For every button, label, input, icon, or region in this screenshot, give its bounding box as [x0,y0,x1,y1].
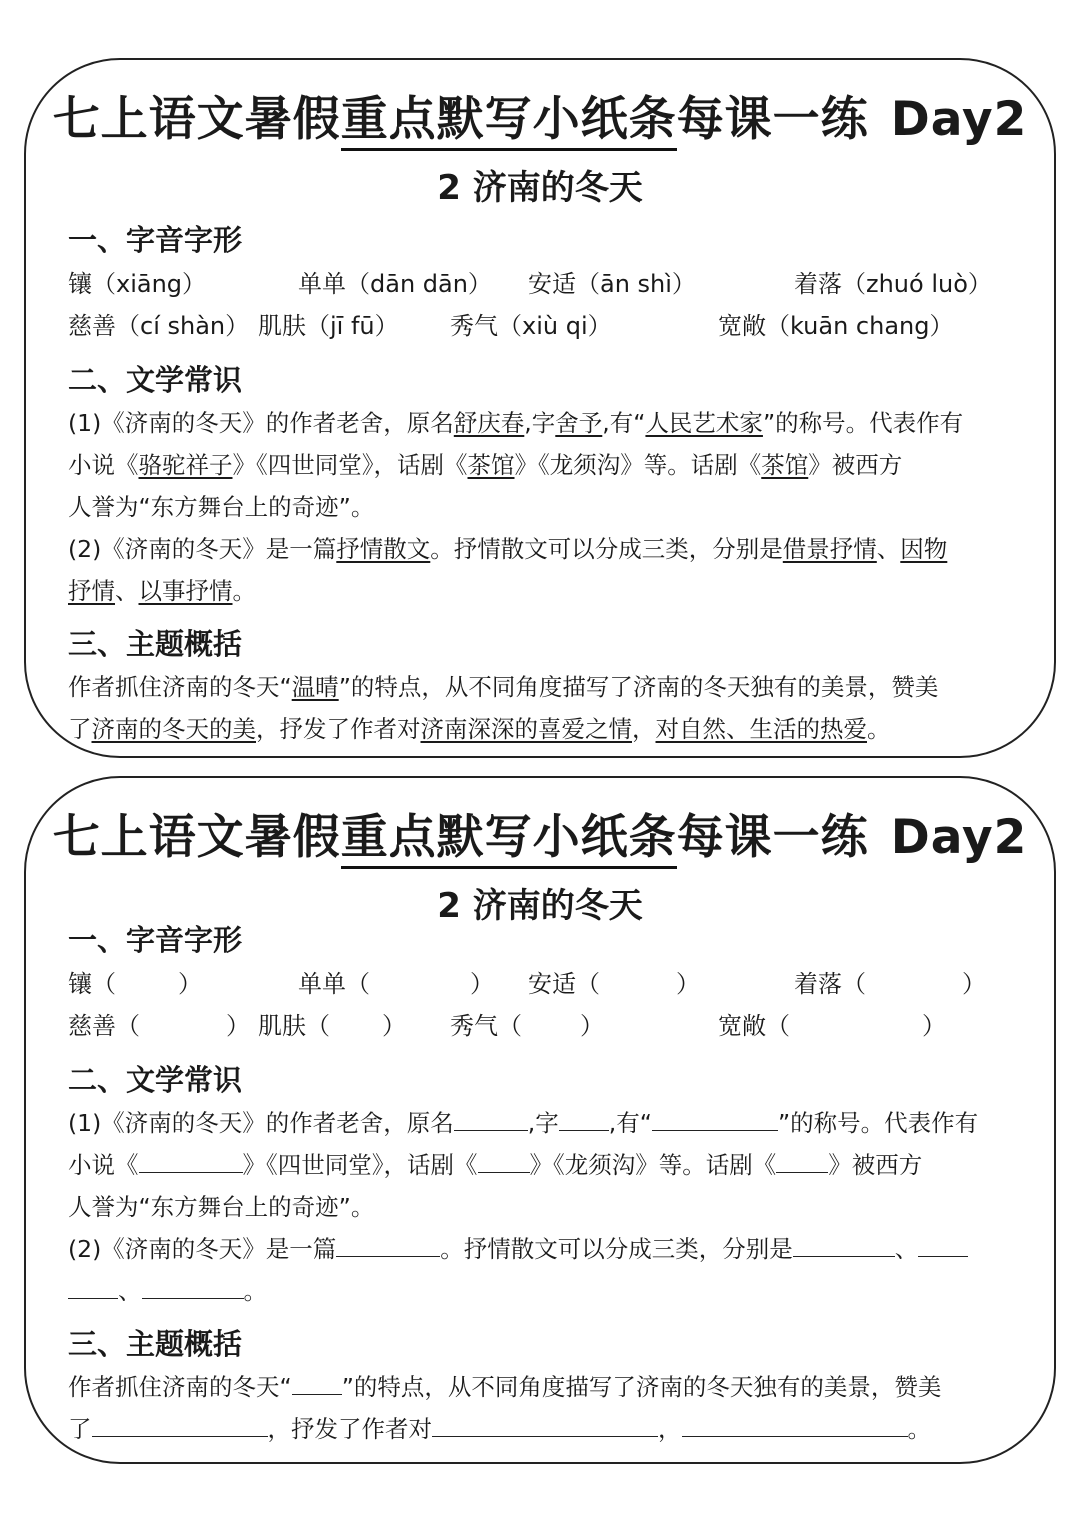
text: 着落（ [794,970,866,998]
answer: 抒情 [68,577,115,605]
text: 。 [243,1277,267,1305]
lesson-subtitle: 2 济南的冬天 [437,168,643,208]
answer-blank[interactable] [478,1150,530,1173]
answer-blank[interactable] [432,1414,658,1437]
text: 、 [115,577,139,605]
answer: 舍予 [555,409,603,437]
text: ） [922,1012,946,1040]
text: (2)《济南的冬天》是一篇 [68,1235,337,1263]
answer-blank[interactable] [142,1276,244,1299]
answer-blank[interactable] [454,1108,528,1131]
paragraph-line: 人誉为“东方舞台上的奇迹”。 [68,493,375,521]
answer: 舒庆春 [453,409,525,437]
answer: 茶馆 [467,451,515,479]
word-item: 安适（ān shì） [528,270,696,298]
text: 》被西方 [808,451,903,479]
lesson-subtitle: 2 济南的冬天 [437,886,643,926]
title-underlined: 重点默写小纸条 [341,92,677,151]
text: 宽敞（ [718,1012,790,1040]
word-item [258,1006,406,1041]
answer: 济南深深的喜爱之情 [420,715,632,743]
title-suffix: 每课一练 [676,810,869,865]
text: 。 [867,715,891,743]
answer-blank[interactable] [92,1414,268,1437]
answer-blank[interactable] [292,1372,342,1395]
title-day: Day2 [890,810,1028,865]
answer: 因物 [900,535,948,563]
title-prefix: 七上语文暑假 [52,92,341,147]
word-item: 宽敞（kuān chang） [718,312,954,340]
paragraph-line [68,530,1018,564]
text: 》《龙须沟》等。话剧《 [529,1151,777,1179]
paragraph-line [68,1104,1018,1138]
text: 肌肤（ [258,1012,330,1040]
card-title [26,82,1054,149]
text: ”的称号。代表作有 [762,409,964,437]
word-item: 着落（zhuó luò） [794,270,992,298]
word-item [528,964,700,999]
answer-blank[interactable] [793,1234,895,1257]
paragraph-line [68,446,1018,480]
text: ） [178,970,202,998]
text: ,字 [527,1109,559,1137]
text: (1)《济南的冬天》的作者老舍，原名 [68,409,454,437]
text: ） [676,970,700,998]
text: ,有“ [608,1109,652,1137]
answer-blank[interactable] [682,1414,908,1437]
paragraph-line [68,1272,1018,1306]
text: 。 [232,577,256,605]
answer-blank[interactable] [652,1108,778,1131]
answer: 温晴 [291,673,339,701]
text: ”的称号。代表作有 [777,1109,979,1137]
text: 慈善（ [68,1012,140,1040]
text: (1)《济南的冬天》的作者老舍，原名 [68,1109,454,1137]
title-suffix: 每课一练 [676,92,869,147]
answer-blank[interactable] [559,1108,609,1131]
paragraph-line [68,572,1018,606]
text: ，抒发了作者对 [256,715,421,743]
word-item [450,1006,604,1041]
word-item: 镶（xiāng） [68,270,207,298]
answer: 以事抒情 [138,577,233,605]
section-theme-heading: 三、主题概括 [68,627,243,661]
text: 安适（ [528,970,600,998]
text: 小说《 [68,1151,139,1179]
answer: 济南的冬天的美 [91,715,256,743]
answer-card [24,58,1056,758]
paragraph-line [68,668,1018,702]
text: 》被西方 [828,1151,923,1179]
word-item [794,964,986,999]
text: 》《四世同堂》，话剧《 [232,451,468,479]
text: ） [382,1012,406,1040]
answer: 借景抒情 [782,535,877,563]
card-title [26,800,1054,867]
paragraph-line: 人誉为“东方舞台上的奇迹”。 [68,1193,375,1221]
text: ） [580,1012,604,1040]
word-item [298,964,494,999]
answer: 对自然、生活的热爱 [655,715,867,743]
practice-card [24,776,1056,1464]
paragraph-line [68,710,1018,744]
text: 、 [894,1235,919,1263]
answer-blank[interactable] [776,1150,828,1173]
text: 作者抓住济南的冬天“ [68,1373,292,1401]
title-prefix: 七上语文暑假 [52,810,341,865]
answer: 抒情散文 [336,535,431,563]
word-item: 单单（dān dān） [298,270,492,298]
word-item [68,1006,250,1041]
text: 》《四世同堂》，话剧《 [242,1151,478,1179]
section-literature-heading: 二、文学常识 [68,363,243,397]
answer: 人民艺术家 [645,409,763,437]
word-item: 慈善（cí shàn） [68,312,250,340]
text: 镶（ [68,970,116,998]
answer: 骆驼祥子 [138,451,233,479]
text: ”的特点，从不同角度描写了济南的冬天独有的美景，赞美 [341,1373,942,1401]
section-pronunciation-heading: 一、字音字形 [68,223,243,257]
paragraph-line [68,1410,1018,1444]
text: ,字 [524,409,556,437]
text: ） [962,970,986,998]
text: ） [470,970,494,998]
text: (2)《济南的冬天》是一篇 [68,535,337,563]
text: ,有“ [602,409,646,437]
text: ， [632,715,656,743]
word-item: 肌肤（jī fū） [258,312,399,340]
section-theme-heading: 三、主题概括 [68,1327,243,1361]
answer-blank[interactable] [68,1276,118,1299]
text: ， [658,1415,682,1443]
answer-blank[interactable] [918,1234,968,1257]
word-item: 秀气（xiù qi） [450,312,612,340]
text: ”的特点，从不同角度描写了济南的冬天独有的美景，赞美 [338,673,939,701]
title-underlined: 重点默写小纸条 [341,810,677,869]
text: 了 [68,715,92,743]
word-item [68,964,202,999]
text: 。 [907,1415,931,1443]
section-pronunciation-heading: 一、字音字形 [68,923,243,957]
text: 、 [118,1277,142,1305]
paragraph-line [68,404,1018,438]
text: 、 [876,535,901,563]
text: 了 [68,1415,92,1443]
text: 。抒情散文可以分成三类，分别是 [430,535,783,563]
answer: 茶馆 [761,451,809,479]
text: 作者抓住济南的冬天“ [68,673,292,701]
word-item [718,1006,946,1041]
section-literature-heading: 二、文学常识 [68,1063,243,1097]
text: ） [226,1012,250,1040]
text: 单单（ [298,970,370,998]
title-day: Day2 [890,92,1028,147]
answer-blank[interactable] [139,1150,243,1173]
text: 小说《 [68,451,139,479]
text: 》《龙须沟》等。话剧《 [514,451,762,479]
paragraph-line [68,1230,1018,1264]
text: 。抒情散文可以分成三类，分别是 [440,1235,793,1263]
paragraph-line [68,1146,1018,1180]
paragraph-line [68,1368,1018,1402]
text: ，抒发了作者对 [267,1415,432,1443]
text: 秀气（ [450,1012,522,1040]
answer-blank[interactable] [336,1234,440,1257]
